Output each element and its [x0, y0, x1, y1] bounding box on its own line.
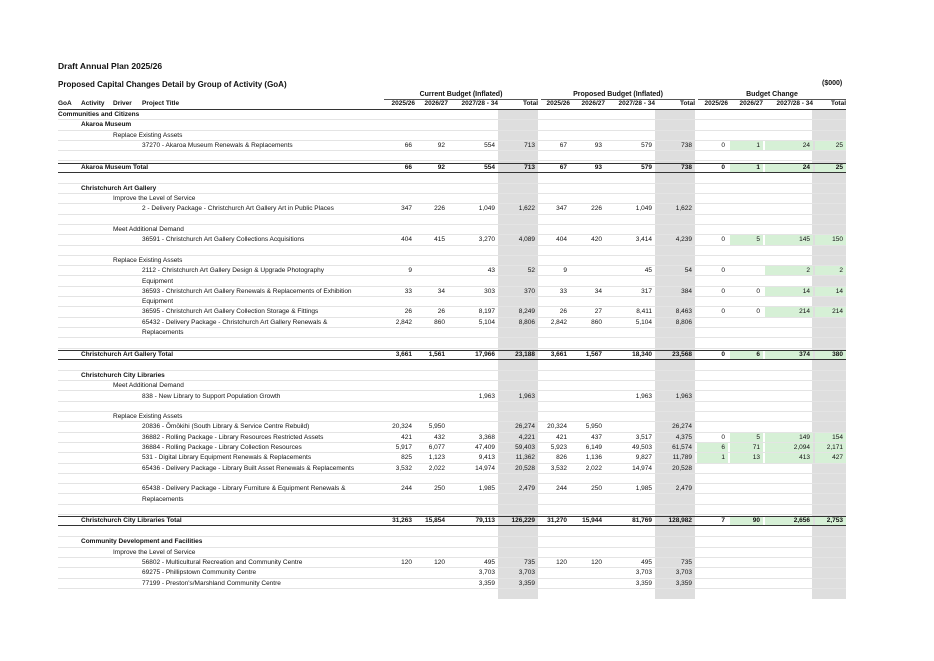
- value-cell: 347: [401, 205, 412, 213]
- current-budget-group-header: Current Budget (Inflated): [384, 90, 538, 100]
- value-cell: 420: [591, 236, 602, 244]
- value-cell: 0: [721, 267, 725, 275]
- value-cell: 126,229: [511, 517, 535, 525]
- value-cell: 4,089: [518, 236, 535, 244]
- value-cell: 67: [559, 141, 567, 149]
- value-cell: 81,769: [632, 517, 652, 525]
- value-cell: 554: [484, 141, 495, 149]
- value-cell: 31,263: [392, 517, 412, 525]
- cont-row: [58, 328, 846, 338]
- value-cell: 11,362: [515, 454, 535, 462]
- value-cell: 2,479: [675, 485, 692, 493]
- value-cell: 2: [839, 267, 843, 275]
- value-cell: 713: [524, 141, 535, 149]
- value-cell: 826: [556, 454, 567, 462]
- value-cell: 3,359: [675, 579, 692, 587]
- value-cell: 18,340: [632, 350, 652, 358]
- total-label: Christchurch Art Gallery Total: [81, 350, 174, 358]
- project-label: 69275 - Phillipstown Community Centre: [142, 569, 257, 577]
- value-cell: 2: [806, 267, 810, 275]
- value-cell: 5: [756, 236, 760, 244]
- driver-label: Improve the Level of Service: [113, 548, 196, 556]
- driver-row: [58, 194, 846, 204]
- value-cell: 7: [721, 517, 725, 525]
- driver-row: [58, 548, 846, 558]
- value-cell: 24: [802, 163, 810, 171]
- cont-row: [58, 495, 846, 505]
- year-column-header: 2026/27: [739, 100, 763, 107]
- project-label: 2112 - Christchurch Art Gallery Design & Upgrade Photography: [142, 267, 324, 275]
- value-cell: 45: [644, 267, 652, 275]
- value-cell: 1,622: [675, 205, 692, 213]
- driver-row: [58, 412, 846, 422]
- value-cell: 9: [563, 267, 567, 275]
- value-cell: 9,413: [478, 454, 495, 462]
- value-cell: 1: [756, 141, 760, 149]
- value-cell: 370: [524, 287, 535, 295]
- value-cell: 27: [594, 308, 602, 316]
- table-row: [58, 318, 846, 328]
- value-cell: 154: [832, 433, 843, 441]
- value-cell: 8,411: [636, 308, 652, 316]
- activity-row: [58, 537, 846, 547]
- value-cell: 3,270: [478, 236, 495, 244]
- value-cell: 825: [401, 454, 412, 462]
- value-cell: 738: [681, 141, 692, 149]
- activity-row: [58, 371, 846, 381]
- value-cell: 120: [591, 559, 602, 566]
- project-label: 56802 - Multicultural Recreation and Community Centre: [142, 559, 303, 566]
- value-cell: 6,149: [585, 444, 602, 451]
- value-cell: 1,985: [478, 485, 495, 493]
- value-cell: 6: [721, 444, 725, 451]
- value-cell: 317: [641, 287, 652, 295]
- blank-row: [58, 338, 846, 348]
- value-cell: 3,703: [478, 569, 495, 577]
- value-cell: 5,923: [550, 444, 567, 451]
- driver-label: Improve the Level of Service: [113, 195, 196, 203]
- value-cell: 23,188: [515, 350, 535, 358]
- value-cell: 3,661: [550, 350, 567, 358]
- value-cell: 3,703: [518, 569, 535, 577]
- value-cell: 384: [681, 287, 692, 295]
- value-cell: 4,221: [518, 433, 535, 441]
- value-cell: 26: [404, 308, 412, 316]
- value-cell: 0: [721, 236, 725, 244]
- table-row: [58, 484, 846, 494]
- cont-label: Replacements: [142, 329, 184, 336]
- total-row: [58, 350, 846, 360]
- table-row: [58, 287, 846, 297]
- value-cell: 250: [434, 485, 445, 493]
- value-cell: 8,197: [478, 308, 495, 316]
- document-title: Draft Annual Plan 2025/26: [58, 61, 163, 71]
- value-cell: 1: [756, 163, 760, 171]
- value-cell: 20,528: [515, 464, 535, 472]
- value-cell: 92: [437, 163, 445, 171]
- project-label: 77199 - Preston's/Marshland Community Centre: [142, 579, 281, 587]
- driver-row: [58, 131, 846, 141]
- value-cell: 860: [434, 318, 445, 326]
- value-cell: 244: [556, 485, 567, 493]
- value-cell: 404: [401, 236, 412, 244]
- value-cell: 8,806: [518, 318, 535, 326]
- value-cell: 5,950: [428, 423, 445, 431]
- value-cell: 0: [756, 287, 760, 295]
- value-cell: 579: [641, 163, 652, 171]
- value-cell: 432: [434, 433, 445, 441]
- value-cell: 0: [721, 287, 725, 295]
- value-cell: 90: [752, 517, 760, 525]
- value-cell: 250: [591, 485, 602, 493]
- value-cell: 52: [527, 267, 535, 275]
- project-label: 838 - New Library to Support Population Growth: [142, 392, 281, 400]
- value-cell: 1,136: [585, 454, 602, 462]
- value-cell: 2,842: [550, 318, 567, 326]
- value-cell: 374: [799, 350, 810, 358]
- budget-change-group-header: Budget Change: [698, 90, 846, 100]
- value-cell: 31,270: [547, 517, 567, 525]
- year-column-header: 2026/27: [581, 100, 605, 107]
- value-cell: 93: [594, 141, 602, 149]
- value-cell: 3,703: [675, 569, 692, 577]
- value-cell: 26,274: [515, 423, 535, 431]
- project-title-header: Project Title: [142, 100, 180, 107]
- goa-label: Communities and Citizens: [58, 111, 140, 118]
- value-cell: 860: [591, 318, 602, 326]
- value-cell: 43: [487, 267, 495, 275]
- value-cell: 421: [401, 433, 412, 441]
- year-column-header: 2027/28 - 34: [618, 100, 655, 107]
- value-cell: 1,049: [478, 205, 495, 213]
- table-row: [58, 453, 846, 463]
- value-cell: 1,049: [635, 205, 652, 213]
- value-cell: 2,022: [428, 464, 445, 472]
- document-subtitle: Proposed Capital Changes Detail by Group of Activity (GoA): [58, 80, 287, 89]
- value-cell: 3,661: [395, 350, 412, 358]
- year-column-header: Total: [522, 100, 538, 107]
- table-row: [58, 443, 846, 453]
- value-cell: 1,963: [518, 392, 535, 400]
- cont-row: [58, 297, 846, 307]
- value-cell: 9: [408, 267, 412, 275]
- value-cell: 15,944: [582, 517, 602, 525]
- table-row: [58, 568, 846, 578]
- table-row: [58, 558, 846, 568]
- value-cell: 413: [799, 454, 810, 462]
- value-cell: 61,574: [672, 444, 692, 451]
- activity-label: Christchurch City Libraries: [81, 371, 165, 379]
- value-cell: 214: [832, 308, 843, 316]
- activity-label: Christchurch Art Gallery: [81, 184, 157, 192]
- value-cell: 13: [752, 454, 760, 462]
- value-cell: 25: [835, 141, 843, 149]
- year-column-header: 2025/26: [391, 100, 415, 107]
- value-cell: 149: [799, 433, 810, 441]
- value-cell: 120: [434, 559, 445, 566]
- value-cell: 0: [721, 433, 725, 441]
- value-cell: 49,503: [632, 444, 652, 451]
- project-label: 20836 - Ōmōkihi (South Library & Service Centre Rebuild): [142, 423, 310, 431]
- value-cell: 1,622: [518, 205, 535, 213]
- value-cell: 579: [641, 141, 652, 149]
- year-column-header: 2027/28 - 34: [776, 100, 813, 107]
- total-label: Akaroa Museum Total: [81, 163, 149, 171]
- value-cell: 303: [484, 287, 495, 295]
- value-cell: 6,077: [428, 444, 445, 451]
- project-label: 36591 - Christchurch Art Gallery Collections Acquisitions: [142, 236, 305, 244]
- header-rule: [58, 109, 846, 110]
- blank-row: [58, 246, 846, 256]
- goa-header: GoA: [58, 100, 72, 107]
- cont-label: Replacements: [142, 495, 184, 503]
- project-label: 65438 - Delivery Package - Library Furniture & Equipment Renewals &: [142, 485, 346, 493]
- blank-row: [58, 402, 846, 412]
- value-cell: 26: [437, 308, 445, 316]
- table-row: [58, 266, 846, 276]
- value-cell: 34: [437, 287, 445, 295]
- table-row: [58, 579, 846, 589]
- value-cell: 67: [559, 163, 567, 171]
- driver-header: Driver: [113, 100, 132, 107]
- value-cell: 14,974: [475, 464, 495, 472]
- value-cell: 415: [434, 236, 445, 244]
- units-label: ($000): [822, 80, 843, 87]
- value-cell: 2,656: [793, 517, 810, 525]
- driver-row: [58, 381, 846, 391]
- value-cell: 735: [681, 559, 692, 566]
- value-cell: 2,753: [826, 517, 843, 525]
- project-label: 531 - Digital Library Equipment Renewals & Replacements: [142, 454, 312, 462]
- value-cell: 244: [401, 485, 412, 493]
- project-label: 36593 - Christchurch Art Gallery Renewals & Replacements of Exhibition: [142, 287, 352, 295]
- value-cell: 8,806: [675, 318, 692, 326]
- cont-label: Equipment: [142, 277, 174, 285]
- value-cell: 3,359: [635, 579, 652, 587]
- table-row: [58, 464, 846, 474]
- value-cell: 20,324: [547, 423, 567, 431]
- value-cell: 735: [524, 559, 535, 566]
- goa-row: [58, 110, 846, 120]
- value-cell: 738: [681, 163, 692, 171]
- table-row: [58, 433, 846, 443]
- table-row: [58, 307, 846, 317]
- project-label: 65432 - Delivery Package - Christchurch Art Gallery Renewals &: [142, 318, 328, 326]
- value-cell: 3,517: [635, 433, 652, 441]
- value-cell: 5,104: [478, 318, 495, 326]
- value-cell: 33: [404, 287, 412, 295]
- value-cell: 145: [799, 236, 810, 244]
- value-cell: 150: [832, 236, 843, 244]
- table-row: [58, 235, 846, 245]
- value-cell: 437: [591, 433, 602, 441]
- value-cell: 0: [756, 308, 760, 316]
- value-cell: 14,974: [632, 464, 652, 472]
- value-cell: 120: [401, 559, 412, 566]
- cont-row: [58, 277, 846, 287]
- value-cell: 25: [835, 163, 843, 171]
- value-cell: 1,963: [675, 392, 692, 400]
- value-cell: 495: [641, 559, 652, 566]
- year-column-header: 2026/27: [424, 100, 448, 107]
- activity-label: Akaroa Museum: [81, 121, 132, 129]
- value-cell: 1,561: [428, 350, 445, 358]
- value-cell: 380: [832, 350, 843, 358]
- driver-label: Meet Additional Demand: [113, 382, 184, 390]
- value-cell: 5,104: [635, 318, 652, 326]
- value-cell: 128,982: [668, 517, 692, 525]
- blank-row: [58, 215, 846, 225]
- value-cell: 0: [721, 163, 725, 171]
- activity-row: [58, 184, 846, 194]
- value-cell: 24: [802, 141, 810, 149]
- value-cell: 23,568: [672, 350, 692, 358]
- value-cell: 1,963: [478, 392, 495, 400]
- value-cell: 3,703: [635, 569, 652, 577]
- value-cell: 4,375: [675, 433, 692, 441]
- value-cell: 5,917: [395, 444, 412, 451]
- project-label: 36884 - Rolling Package - Library Collection Resources: [142, 444, 302, 451]
- value-cell: 26: [559, 308, 567, 316]
- project-label: 65436 - Delivery Package - Library Built Asset Renewals & Replacements: [142, 464, 355, 472]
- value-cell: 554: [484, 163, 495, 171]
- value-cell: 2,094: [793, 444, 810, 451]
- value-cell: 17,966: [475, 350, 495, 358]
- column-header-row: [58, 99, 846, 109]
- value-cell: 3,532: [395, 464, 412, 472]
- value-cell: 93: [594, 163, 602, 171]
- year-column-header: Total: [679, 100, 695, 107]
- value-cell: 1,567: [585, 350, 602, 358]
- value-cell: 14: [835, 287, 843, 295]
- value-cell: 713: [524, 163, 535, 171]
- activity-row: [58, 120, 846, 130]
- value-cell: 427: [832, 454, 843, 462]
- year-column-header: Total: [830, 100, 846, 107]
- value-cell: 66: [404, 141, 412, 149]
- driver-label: Replace Existing Assets: [113, 413, 183, 421]
- value-cell: 5,950: [585, 423, 602, 431]
- value-cell: 47,409: [475, 444, 495, 451]
- value-cell: 2,171: [826, 444, 843, 451]
- value-cell: 3,359: [478, 579, 495, 587]
- project-label: 36595 - Christchurch Art Gallery Collection Storage & Fittings: [142, 308, 319, 316]
- value-cell: 2,479: [518, 485, 535, 493]
- blank-row: [58, 361, 846, 371]
- activity-label: Community Development and Facilities: [81, 538, 203, 546]
- activity-header: Activity: [81, 100, 105, 107]
- value-cell: 0: [721, 308, 725, 316]
- value-cell: 1,963: [635, 392, 652, 400]
- year-column-header: 2025/26: [704, 100, 728, 107]
- value-cell: 20,324: [392, 423, 412, 431]
- table-row: [58, 422, 846, 432]
- blank-row: [58, 527, 846, 537]
- value-cell: 9,827: [635, 454, 652, 462]
- value-cell: 495: [484, 559, 495, 566]
- blank-row: [58, 505, 846, 515]
- table-row: [58, 392, 846, 402]
- table-row: [58, 141, 846, 151]
- value-cell: 226: [434, 205, 445, 213]
- value-cell: 66: [404, 163, 412, 171]
- cont-label: Equipment: [142, 298, 174, 306]
- year-column-header: 2027/28 - 34: [461, 100, 498, 107]
- driver-label: Replace Existing Assets: [113, 256, 183, 264]
- value-cell: 8,249: [518, 308, 535, 316]
- driver-label: Replace Existing Assets: [113, 131, 183, 139]
- value-cell: 1,123: [428, 454, 445, 462]
- value-cell: 71: [752, 444, 760, 451]
- total-label: Christchurch City Libraries Total: [81, 517, 182, 525]
- value-cell: 79,113: [475, 517, 495, 525]
- value-cell: 421: [556, 433, 567, 441]
- blank-row: [58, 174, 846, 184]
- value-cell: 1,985: [635, 485, 652, 493]
- value-cell: 34: [594, 287, 602, 295]
- year-column-header: 2025/26: [546, 100, 570, 107]
- project-label: 2 - Delivery Package - Christchurch Art Gallery Art in Public Places: [142, 205, 334, 213]
- value-cell: 347: [556, 205, 567, 213]
- value-cell: 3,532: [550, 464, 567, 472]
- driver-label: Meet Additional Demand: [113, 226, 184, 233]
- value-cell: 3,359: [518, 579, 535, 587]
- value-cell: 120: [556, 559, 567, 566]
- value-cell: 33: [559, 287, 567, 295]
- value-cell: 1: [721, 454, 725, 462]
- value-cell: 26,274: [672, 423, 692, 431]
- blank-row: [58, 151, 846, 161]
- value-cell: 5: [756, 433, 760, 441]
- value-cell: 59,403: [515, 444, 535, 451]
- value-cell: 3,414: [635, 236, 652, 244]
- value-cell: 6: [756, 350, 760, 358]
- value-cell: 0: [721, 141, 725, 149]
- value-cell: 14: [802, 287, 810, 295]
- value-cell: 2,022: [585, 464, 602, 472]
- value-cell: 8,463: [675, 308, 692, 316]
- value-cell: 4,239: [675, 236, 692, 244]
- value-cell: 54: [684, 267, 692, 275]
- project-label: 37270 - Akaroa Museum Renewals & Replacements: [142, 141, 293, 149]
- project-label: 36882 - Rolling Package - Library Resources Restricted Assets: [142, 433, 324, 441]
- value-cell: 226: [591, 205, 602, 213]
- driver-row: [58, 256, 846, 266]
- value-cell: 404: [556, 236, 567, 244]
- value-cell: 2,842: [395, 318, 412, 326]
- value-cell: 20,528: [672, 464, 692, 472]
- blank-row: [58, 474, 846, 484]
- total-row: [58, 163, 846, 173]
- value-cell: 214: [799, 308, 810, 316]
- value-cell: 0: [721, 350, 725, 358]
- value-cell: 92: [437, 141, 445, 149]
- table-row: [58, 204, 846, 214]
- value-cell: 15,854: [425, 517, 445, 525]
- proposed-budget-group-header: Proposed Budget (Inflated): [541, 90, 695, 100]
- value-cell: 3,368: [478, 433, 495, 441]
- driver-row: [58, 225, 846, 235]
- total-row: [58, 516, 846, 526]
- value-cell: 11,789: [672, 454, 692, 462]
